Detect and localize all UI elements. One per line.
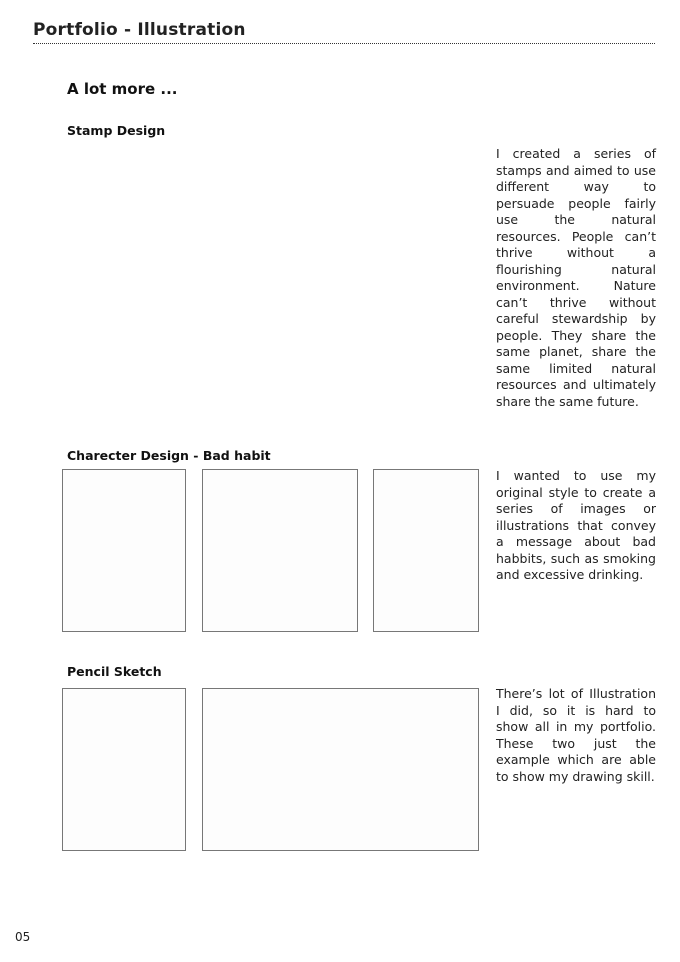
page-header-title: Portfolio - Illustration xyxy=(33,20,246,40)
stamp-design-heading: Stamp Design xyxy=(67,123,166,138)
pencil-sketch-image-1 xyxy=(62,688,186,851)
pencil-sketch-description: There’s lot of Illustration I did, so it is hard to show all in my portfolio. These two just the example which are able to show my drawing skill. xyxy=(496,686,656,784)
character-image-1 xyxy=(62,469,186,632)
stamp-design-description: I created a series of stamps and aimed to use different way to persuade people fairly use the natural resources. People can’t thrive without a flourishing natural environment. Nature can’t thrive without careful stewardship by people. They share the same planet, share the same limited natural resources and ultimately share the same future. xyxy=(496,146,656,409)
character-design-heading: Charecter Design - Bad habit xyxy=(67,448,271,463)
page-number: 05 xyxy=(15,930,31,944)
character-design-description: I wanted to use my original style to create a series of images or illustrations that convey a message about bad habbits, such as smoking and excessive drinking. xyxy=(496,468,656,582)
pencil-sketch-image-2 xyxy=(202,688,479,851)
header-dotted-rule xyxy=(33,43,655,44)
pencil-sketch-heading: Pencil Sketch xyxy=(67,664,162,679)
section-heading: A lot more ... xyxy=(67,80,178,98)
character-image-2 xyxy=(202,469,358,632)
character-image-3 xyxy=(373,469,479,632)
